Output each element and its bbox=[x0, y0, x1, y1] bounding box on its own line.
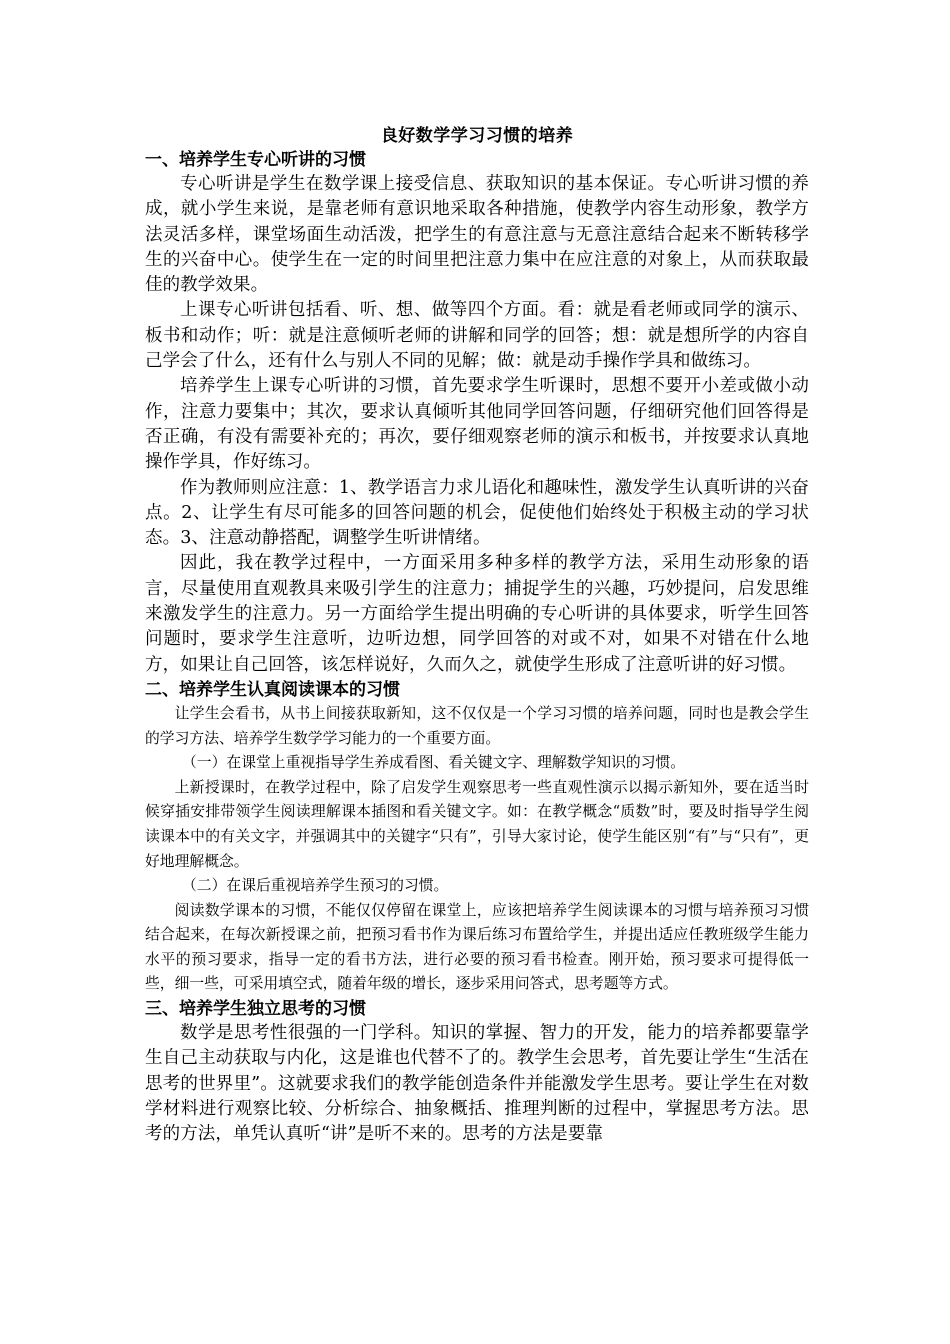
subheading: （二）在课后重视培养学生预习的习惯。 bbox=[182, 877, 449, 895]
paragraph: 让学生会看书，从书上间接获取新知，这不仅仅是一个学习习惯的培养问题，同时也是教会学生的学习方法、培养学生数学学习能力的一个重要方面。 bbox=[145, 704, 809, 747]
document-title: 良好数学学习习惯的培养 bbox=[380, 126, 574, 146]
paragraph: 培养学生上课专心听讲的习惯，首先要求学生听课时，思想不要开小差或做小动作，注意力要集中；其次，要求认真倾听其他同学回答问题，仔细研究他们回答得是否正确，有没有需要补充的；再次，要仔细观察老师的演示和板书，并按要求认真地操作学具，作好练习。 bbox=[145, 376, 809, 473]
subheading: （一）在课堂上重视指导学生养成看图、看关键文字、理解数学知识的习惯。 bbox=[182, 754, 686, 772]
paragraph: 作为教师则应注意：1、教学语言力求儿语化和趣味性，激发学生认真听讲的兴奋点。2、让学生有尽可能多的回答问题的机会，促使他们始终处于积极主动的学习状态。3、注意动静搭配，调整学生听讲情绪。 bbox=[145, 477, 809, 549]
document-page bbox=[145, 124, 809, 1148]
paragraph: 因此，我在教学过程中，一方面采用多种多样的教学方法，采用生动形象的语言，尽量使用直观教具来吸引学生的注意力；捕捉学生的兴趣，巧妙提问，启发思维来激发学生的注意力。另一方面给学生提出明确的专心听讲的具体要求，听学生回答问题时，要求学生注意听，边听边想，同学回答的对或不对，如果不对错在什么地方，如果让自己回答，该怎样说好，久而久之，就使学生形成了注意听讲的好习惯。 bbox=[145, 553, 809, 675]
paragraph: 上新授课时，在教学过程中，除了启发学生观察思考一些直观性演示以揭示新知外，要在适当时候穿插安排带领学生阅读理解课本插图和看关键文字。如：在教学概念“质数”时，要及时指导学生阅读课本中的有关文字，并强调其中的关键字“只有”，引导大家讨论，使学生能区别“有”与“只有”，更好地理解概念。 bbox=[145, 778, 809, 870]
section-heading-2: 二、培养学生认真阅读课本的习惯 bbox=[145, 679, 400, 700]
paragraph: 上课专心听讲包括看、听、想、做等四个方面。看：就是看老师或同学的演示、板书和动作；听：就是注意倾听老师的讲解和同学的回答；想：就是想所学的内容自己学会了什么，还有什么与别人不同的见解；做：就是动手操作学具和做练习。 bbox=[145, 300, 809, 372]
section-heading-1: 一、培养学生专心听讲的习惯 bbox=[145, 150, 366, 170]
paragraph: 数学是思考性很强的一门学科。知识的掌握、智力的开发，能力的培养都要靠学生自己主动获取与内化，这是谁也代替不了的。教学生会思考，首先要让学生“生活在思考的世界里”。这就要求我们的教学能创造条件并能激发学生思考。要让学生在对数学材料进行观察比较、分析综合、抽象概括、推理判断的过程中，掌握思考方法。思考的方法，单凭认真听“讲”是听不来的。思考的方法是要靠 bbox=[145, 1023, 809, 1145]
section-heading-3: 三、培养学生独立思考的习惯 bbox=[145, 999, 366, 1020]
paragraph: 专心听讲是学生在数学课上接受信息、获取知识的基本保证。专心听讲习惯的养成，就小学生来说，是靠老师有意识地采取各种措施，使教学内容生动形象，教学方法灵活多样，课堂场面生动活泼，把学生的有意注意与无意注意结合起来不断转移学生的兴奋中心。使学生在一定的时间里把注意力集中在应注意的对象上，从而获取最佳的教学效果。 bbox=[145, 174, 809, 296]
paragraph: 阅读数学课本的习惯，不能仅仅停留在课堂上，应该把培养学生阅读课本的习惯与培养预习习惯结合起来，在每次新授课之前，把预习看书作为课后练习布置给学生，并提出适应任教班级学生能力水平的预习要求，指导一定的看书方法，进行必要的预习看书检查。刚开始，预习要求可提得低一些，细一些，可采用填空式，随着年级的增长，逐步采用问答式，思考题等方式。 bbox=[145, 901, 809, 993]
